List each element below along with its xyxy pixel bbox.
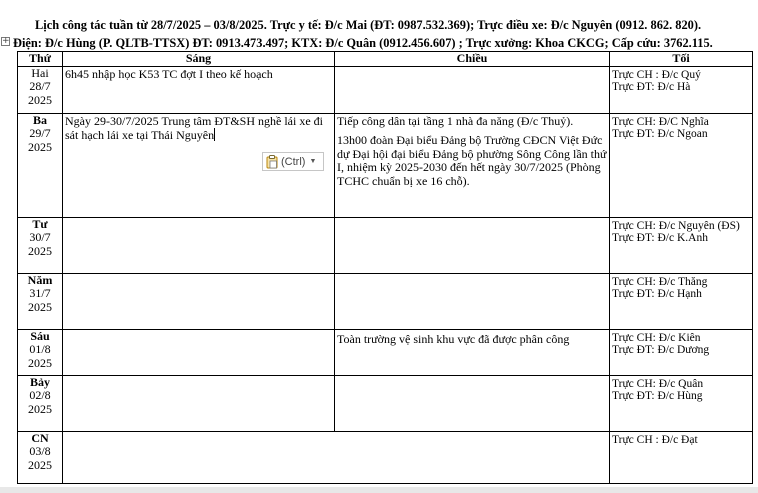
- toi-line: Trực CH: Đ/c Quân: [612, 377, 704, 390]
- table-row: [18, 273, 753, 329]
- toi-line: Trực CH: Đ/c Kiên: [612, 331, 701, 344]
- chieu-cell[interactable]: [335, 329, 610, 375]
- toi-cell[interactable]: [610, 66, 753, 113]
- toi-line: Trực ĐT: Đ/c Hùng: [612, 390, 703, 403]
- toi-line: Trực CH : Đ/c Quý: [612, 68, 701, 81]
- sang-cell[interactable]: [63, 375, 335, 431]
- table-row: [18, 375, 753, 431]
- day-year: 2025: [28, 92, 52, 107]
- day-year: 2025: [28, 401, 52, 416]
- toi-line: Trực ĐT: Đ/c Ngoan: [612, 128, 708, 141]
- day-cell: [18, 273, 63, 329]
- toi-line: Trực CH: Đ/c Thăng: [612, 275, 708, 288]
- sang-cell[interactable]: [63, 217, 335, 273]
- column-header-toi: Tối: [610, 52, 753, 67]
- sang-cell[interactable]: [63, 329, 335, 375]
- sang-cell[interactable]: [63, 66, 335, 113]
- table-row: [18, 217, 753, 273]
- toi-cell[interactable]: [610, 431, 753, 483]
- horizontal-scrollbar[interactable]: [0, 487, 758, 493]
- table-row: [18, 329, 753, 375]
- day-year: 2025: [28, 139, 52, 154]
- day-cell: [18, 329, 63, 375]
- day-name: CN: [31, 431, 49, 445]
- day-name: Ba: [32, 113, 47, 127]
- sang-text-content: Ngày 29-30/7/2025 Trung tâm ĐT&SH nghề lái xe đi sát hạch lái xe tại Thái Nguyên: [65, 113, 323, 143]
- paste-options-button[interactable]: [262, 152, 324, 171]
- table-row: [18, 113, 753, 217]
- sang-text: 6h45 nhập học K53 TC đợt I theo kế hoạch: [65, 66, 273, 81]
- day-year: 2025: [28, 299, 52, 314]
- column-header-chieu: Chiều: [335, 52, 610, 67]
- day-date: 03/8: [29, 444, 51, 459]
- chieu-text: Toàn trường vệ sinh khu vực đã được phân công: [337, 331, 570, 346]
- chieu-cell[interactable]: [335, 375, 610, 431]
- chieu-text: [337, 67, 607, 68]
- day-date: 28/7: [29, 79, 51, 94]
- table-row: [18, 66, 753, 113]
- chevron-down-icon: ▼: [309, 158, 317, 165]
- toi-line: Trực CH: Đ/C Nghĩa: [612, 115, 709, 128]
- day-year: 2025: [28, 355, 52, 370]
- chieu-cell[interactable]: [335, 273, 610, 329]
- day-date: 02/8: [29, 388, 51, 403]
- day-year: 2025: [28, 243, 52, 258]
- chieu-cell[interactable]: [335, 217, 610, 273]
- day-cell: [18, 66, 63, 113]
- day-name: Sáu: [30, 329, 50, 343]
- text-cursor: [214, 128, 215, 141]
- header-line-2: Điện: Đ/c Hùng (P. QLTB-TTSX) ĐT: 0913.473.497; KTX: Đ/c Quân (0912.456.607) ; Trực xưởng: Khoa CKCG; Cấp cứu: 3762.115.: [13, 36, 713, 50]
- toi-cell[interactable]: [610, 375, 753, 431]
- day-year: 2025: [28, 457, 52, 472]
- table-row: [18, 431, 753, 483]
- day-date: 31/7: [29, 286, 51, 301]
- move-cross-icon[interactable]: +: [2, 36, 10, 46]
- sang-cell[interactable]: [63, 273, 335, 329]
- day-cell: [18, 113, 63, 217]
- chieu-cell[interactable]: [335, 66, 610, 113]
- chieu-text: 13h00 đoàn Đại biểu Đảng bộ Trường CĐCN Việt Đức dự Đại hội đại biểu Đảng bộ phường Sông Công lần thứ I, nhiệm kỳ 2025-2030 đến hết ngày 30/7/2025 (Phòng TCHC chuẩn bị xe 16 chỗ).: [337, 133, 607, 188]
- toi-cell[interactable]: [610, 273, 753, 329]
- toi-line: Trực ĐT: Đ/c K.Anh: [612, 232, 708, 245]
- day-cell: [18, 431, 63, 483]
- toi-line: Trực CH: Đ/c Nguyên (ĐS): [612, 219, 740, 232]
- table-header-row: [18, 52, 753, 67]
- chieu-text: Tiếp công dân tại tầng 1 nhà đa năng (Đ/c Thuỷ).: [337, 113, 574, 128]
- toi-line: Trực ĐT: Đ/c Dương: [612, 344, 710, 357]
- day-date: 29/7: [29, 126, 51, 141]
- day-name: Tư: [32, 217, 48, 231]
- day-date: 01/8: [29, 342, 51, 357]
- day-cell: [18, 217, 63, 273]
- day-name: Bảy: [29, 375, 50, 389]
- clipboard-paste-icon: [266, 155, 278, 169]
- toi-cell[interactable]: [610, 217, 753, 273]
- day-name: Hai: [31, 66, 49, 80]
- toi-line: Trực CH : Đ/c Đạt: [612, 433, 698, 446]
- day-cell: [18, 375, 63, 431]
- chieu-cell[interactable]: [335, 113, 610, 217]
- toi-line: Trực ĐT: Đ/c Hà: [612, 81, 691, 94]
- paste-options-label: (Ctrl): [281, 155, 306, 168]
- schedule-table: [17, 51, 753, 484]
- toi-cell[interactable]: [610, 329, 753, 375]
- day-name: Năm: [27, 273, 53, 287]
- sang-text: [65, 114, 332, 143]
- day-date: 30/7: [29, 230, 51, 245]
- column-header-sang: Sáng: [63, 52, 335, 67]
- column-header-thu: Thứ: [18, 52, 63, 67]
- header-line-1: Lịch công tác tuần từ 28/7/2025 – 03/8/2025. Trực y tế: Đ/c Mai (ĐT: 0987.532.369); Trực điều xe: Đ/c Nguyên (0912. 862. 820).: [35, 18, 702, 32]
- sang-chieu-merged-cell[interactable]: [63, 431, 610, 483]
- toi-line: Trực ĐT: Đ/c Hạnh: [612, 288, 702, 301]
- toi-cell[interactable]: [610, 113, 753, 217]
